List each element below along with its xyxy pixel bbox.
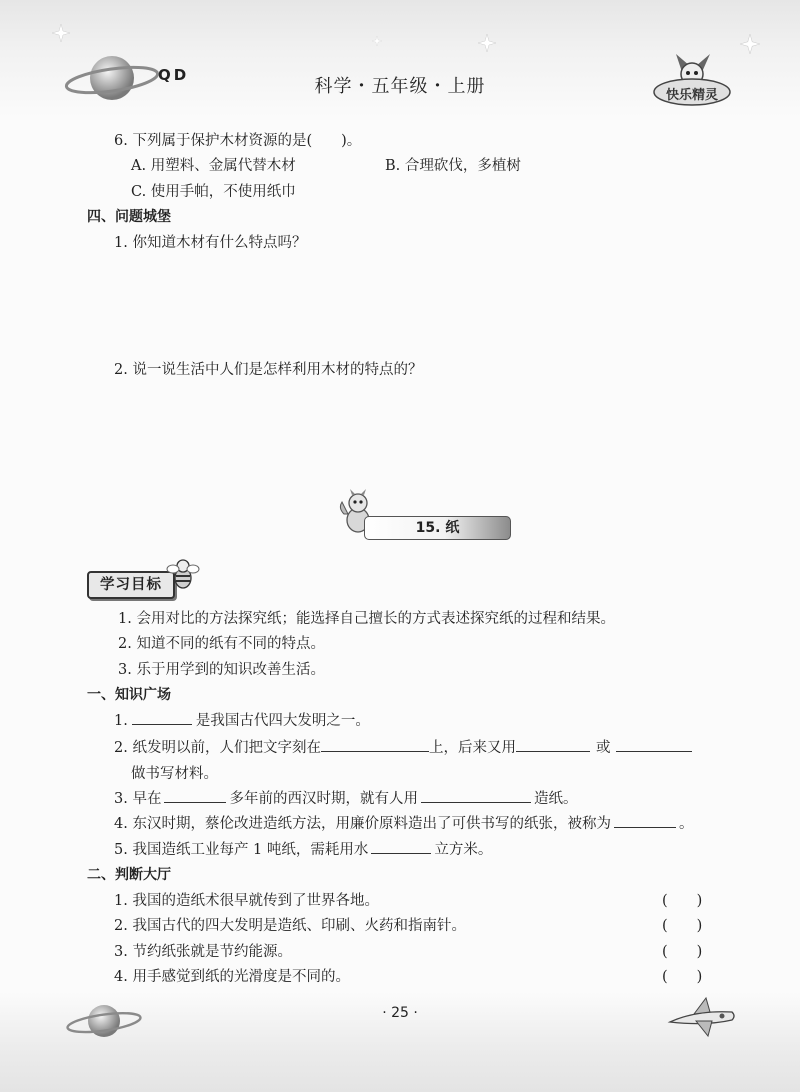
header-code: QD <box>158 66 190 84</box>
section-heading: 一、知识广场 <box>87 687 171 703</box>
answer-blank[interactable] <box>516 737 590 752</box>
question-6-stem: 6. 下列属于保护木材资源的是( )。 <box>114 133 362 149</box>
answer-blank[interactable] <box>614 813 676 828</box>
fill-line-5 <box>114 838 492 859</box>
item-number: 1. <box>114 713 128 729</box>
sparkle-icon <box>372 36 382 46</box>
option-c: C. 使用手帕，不使用纸巾 <box>131 184 296 200</box>
item-text: 。 <box>678 816 694 832</box>
item-text: 3. 早在 <box>114 791 162 807</box>
answer-blank[interactable] <box>321 737 429 752</box>
option-b: B. 合理砍伐，多植树 <box>385 158 521 174</box>
lesson-title-tab: 15. 纸 <box>364 516 511 540</box>
item-text: 是我国古代四大发明之一。 <box>195 713 370 729</box>
answer-blank[interactable] <box>132 710 192 725</box>
section-heading: 四、问题城堡 <box>87 209 171 225</box>
sparkle-icon <box>52 24 70 42</box>
space-shuttle-icon <box>666 992 738 1042</box>
judge-item: 2. 我国古代的四大发明是造纸、印刷、火药和指南针。 <box>114 918 466 934</box>
goal-item: 3. 乐于用学到的知识改善生活。 <box>118 662 325 678</box>
goal-item: 2. 知道不同的纸有不同的特点。 <box>118 636 325 652</box>
sparkle-icon <box>478 34 496 52</box>
page-title: 科学・五年级・上册 <box>314 76 486 97</box>
answer-blank[interactable] <box>164 788 226 803</box>
learning-goals-badge: 学习目标 <box>87 571 175 599</box>
answer-paren[interactable]: ( ) <box>662 918 703 934</box>
answer-paren[interactable]: ( ) <box>662 944 703 960</box>
option-a: A. 用塑料、金属代替木材 <box>131 158 296 174</box>
item-text: 造纸。 <box>533 791 578 807</box>
item-text: 多年前的西汉时期，就有人用 <box>229 791 418 807</box>
answer-blank[interactable] <box>371 839 431 854</box>
section-heading: 二、判断大厅 <box>87 867 171 883</box>
fill-line-2 <box>114 736 692 757</box>
answer-paren[interactable]: ( ) <box>662 969 703 985</box>
judge-item: 1. 我国的造纸术很早就传到了世界各地。 <box>114 893 379 909</box>
planet-icon <box>64 996 144 1046</box>
item-text: 4. 东汉时期，蔡伦改进造纸方法，用廉价原料造出了可供书写的纸张，被称为 <box>114 816 611 832</box>
item-text: 立方米。 <box>434 842 493 858</box>
sparkle-icon <box>740 34 760 54</box>
answer-blank[interactable] <box>421 788 531 803</box>
fill-line-3 <box>114 787 577 808</box>
item-text: 或 <box>595 740 611 756</box>
goal-item: 1. 会用对比的方法探究纸；能选择自己擅长的方式表述探究纸的过程和结果。 <box>118 611 615 627</box>
judge-item: 3. 节约纸张就是节约能源。 <box>114 944 292 960</box>
item-text: 2. 纸发明以前，人们把文字刻在 <box>114 740 321 756</box>
fill-line-4 <box>114 812 693 833</box>
logo-text: 快乐精灵 <box>665 88 718 103</box>
fill-line-1 <box>114 709 370 730</box>
fill-line-2-cont: 做书写材料。 <box>131 766 218 782</box>
answer-paren[interactable]: ( ) <box>662 893 703 909</box>
page-number: · 25 · <box>382 1005 418 1021</box>
item-text: 上，后来又用 <box>428 740 516 756</box>
answer-blank[interactable] <box>616 737 692 752</box>
question: 1. 你知道木材有什么特点吗？ <box>114 235 307 251</box>
question: 2. 说一说生活中人们是怎样利用木材的特点的？ <box>114 362 423 378</box>
bee-mascot-icon <box>166 556 200 592</box>
item-text: 5. 我国造纸工业每产 1 吨纸，需耗用水 <box>114 842 369 858</box>
judge-item: 4. 用手感觉到纸的光滑度是不同的。 <box>114 969 350 985</box>
